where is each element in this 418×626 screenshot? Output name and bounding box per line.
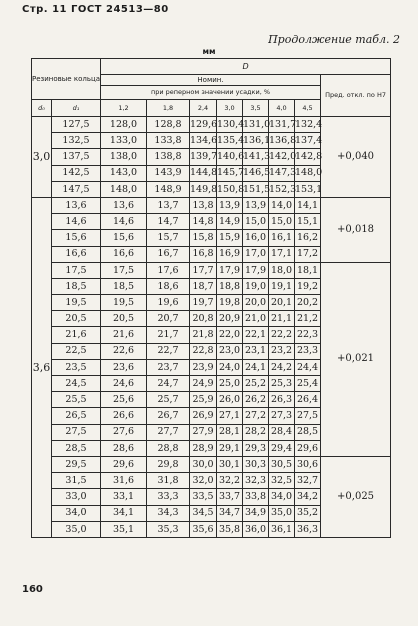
nominal-cell: 152,3 [269,181,295,197]
nominal-cell: 28,9 [190,440,217,456]
nominal-cell: 25,7 [147,392,190,408]
continuation-caption: Продолжение табл. 2 [268,33,400,46]
header-nominal: Номин. [101,75,321,86]
header-shrink-4: 3,5 [243,100,269,117]
d1-cell: 15,6 [52,230,101,246]
nominal-cell: 25,2 [243,376,269,392]
nominal-cell: 19,8 [217,295,243,311]
nominal-cell: 128,8 [147,117,190,133]
tolerance-cell: +0,021 [321,262,391,456]
nominal-cell: 139,7 [190,149,217,165]
nominal-cell: 26,3 [269,392,295,408]
header-shrink-2: 2,4 [190,100,217,117]
nominal-cell: 34,9 [243,505,269,521]
nominal-cell: 15,7 [147,230,190,246]
nominal-cell: 26,0 [217,392,243,408]
d1-cell: 22,5 [52,343,101,359]
d1-cell: 137,5 [52,149,101,165]
nominal-cell: 30,6 [295,456,321,472]
d1-cell: 24,5 [52,376,101,392]
nominal-cell: 27,7 [147,424,190,440]
nominal-cell: 18,6 [147,278,190,294]
d1-cell: 27,5 [52,424,101,440]
nominal-cell: 136,8 [269,133,295,149]
nominal-cell: 138,8 [147,149,190,165]
header-shrink-1: 1,8 [147,100,190,117]
header-shrink-0: 1,2 [101,100,147,117]
nominal-cell: 22,8 [190,343,217,359]
header-tolerance: Пред. откл. по Н7 [321,75,391,117]
nominal-cell: 18,7 [190,278,217,294]
nominal-cell: 147,3 [269,165,295,181]
nominal-cell: 17,7 [190,262,217,278]
nominal-cell: 143,0 [101,165,147,181]
nominal-cell: 18,5 [101,278,147,294]
nominal-cell: 28,4 [269,424,295,440]
nominal-cell: 26,7 [147,408,190,424]
nominal-cell: 34,2 [295,489,321,505]
nominal-cell: 17,6 [147,262,190,278]
nominal-cell: 14,8 [190,214,217,230]
nominal-cell: 33,5 [190,489,217,505]
nominal-cell: 21,2 [295,311,321,327]
nominal-cell: 21,8 [190,327,217,343]
nominal-cell: 24,6 [101,376,147,392]
d1-cell: 29,5 [52,456,101,472]
d1-cell: 26,5 [52,408,101,424]
header-shrink-5: 4,0 [269,100,295,117]
nominal-cell: 15,0 [243,214,269,230]
nominal-cell: 148,0 [101,181,147,197]
nominal-cell: 36,1 [269,521,295,537]
nominal-cell: 142,0 [269,149,295,165]
nominal-cell: 19,0 [243,278,269,294]
nominal-cell: 24,0 [217,359,243,375]
d1-cell: 142,5 [52,165,101,181]
page-reference: Стр. 11 ГОСТ 24513—80 [22,4,169,15]
nominal-cell: 28,5 [295,424,321,440]
nominal-cell: 21,0 [243,311,269,327]
d1-cell: 18,5 [52,278,101,294]
nominal-cell: 25,6 [101,392,147,408]
nominal-cell: 21,1 [269,311,295,327]
nominal-cell: 26,9 [190,408,217,424]
nominal-cell: 14,1 [295,197,321,213]
nominal-cell: 34,5 [190,505,217,521]
tolerance-cell: +0,018 [321,197,391,262]
nominal-cell: 22,0 [217,327,243,343]
nominal-cell: 34,0 [269,489,295,505]
nominal-cell: 29,8 [147,456,190,472]
nominal-cell: 33,1 [101,489,147,505]
nominal-cell: 21,7 [147,327,190,343]
nominal-cell: 150,8 [217,181,243,197]
nominal-cell: 28,8 [147,440,190,456]
nominal-cell: 143,9 [147,165,190,181]
nominal-cell: 26,2 [243,392,269,408]
d1-cell: 132,5 [52,133,101,149]
nominal-cell: 22,6 [101,343,147,359]
nominal-cell: 13,8 [190,197,217,213]
header-shrinkage: при реперном значении усадки, % [101,86,321,100]
nominal-cell: 19,2 [295,278,321,294]
header-d1: d₁ [52,100,101,117]
nominal-cell: 24,1 [243,359,269,375]
nominal-cell: 16,2 [295,230,321,246]
nominal-cell: 132,4 [295,117,321,133]
table-row [32,456,391,472]
header-d0: d₀ [32,100,52,117]
nominal-cell: 35,8 [217,521,243,537]
nominal-cell: 35,6 [190,521,217,537]
dimensions-table [31,58,391,538]
nominal-cell: 18,0 [269,262,295,278]
header-d: D [101,59,391,75]
nominal-cell: 23,9 [190,359,217,375]
nominal-cell: 25,0 [217,376,243,392]
nominal-cell: 29,3 [243,440,269,456]
nominal-cell: 20,7 [147,311,190,327]
nominal-cell: 36,0 [243,521,269,537]
nominal-cell: 148,9 [147,181,190,197]
nominal-cell: 20,1 [269,295,295,311]
nominal-cell: 20,8 [190,311,217,327]
nominal-cell: 23,2 [269,343,295,359]
d1-cell: 20,5 [52,311,101,327]
nominal-cell: 19,5 [101,295,147,311]
nominal-cell: 29,4 [269,440,295,456]
nominal-cell: 149,8 [190,181,217,197]
nominal-cell: 22,7 [147,343,190,359]
nominal-cell: 30,3 [243,456,269,472]
nominal-cell: 34,1 [101,505,147,521]
nominal-cell: 20,5 [101,311,147,327]
nominal-cell: 16,0 [243,230,269,246]
nominal-cell: 24,4 [295,359,321,375]
table-row [32,197,391,213]
nominal-cell: 33,8 [243,489,269,505]
header-rubber-rings: Резиновые кольца [32,59,101,100]
table-row [32,262,391,278]
nominal-cell: 25,3 [269,376,295,392]
nominal-cell: 27,2 [243,408,269,424]
nominal-cell: 27,9 [190,424,217,440]
nominal-cell: 23,7 [147,359,190,375]
nominal-cell: 13,7 [147,197,190,213]
nominal-cell: 15,8 [190,230,217,246]
d1-cell: 33,0 [52,489,101,505]
nominal-cell: 134,6 [190,133,217,149]
nominal-cell: 25,4 [295,376,321,392]
nominal-cell: 23,1 [243,343,269,359]
nominal-cell: 35,1 [101,521,147,537]
nominal-cell: 28,1 [217,424,243,440]
d1-cell: 34,0 [52,505,101,521]
nominal-cell: 29,1 [217,440,243,456]
d0-cell: 3,0 [32,117,52,198]
nominal-cell: 22,1 [243,327,269,343]
nominal-cell: 131,7 [269,117,295,133]
nominal-cell: 18,8 [217,278,243,294]
nominal-cell: 28,2 [243,424,269,440]
tolerance-cell: +0,040 [321,117,391,198]
nominal-cell: 16,7 [147,246,190,262]
nominal-cell: 16,1 [269,230,295,246]
nominal-cell: 15,0 [269,214,295,230]
nominal-cell: 24,9 [190,376,217,392]
nominal-cell: 130,4 [217,117,243,133]
nominal-cell: 144,8 [190,165,217,181]
nominal-cell: 16,9 [217,246,243,262]
header-shrink-3: 3,0 [217,100,243,117]
nominal-cell: 24,7 [147,376,190,392]
nominal-cell: 32,5 [269,473,295,489]
nominal-cell: 13,9 [217,197,243,213]
nominal-cell: 153,1 [295,181,321,197]
d1-cell: 25,5 [52,392,101,408]
nominal-cell: 15,6 [101,230,147,246]
nominal-cell: 128,0 [101,117,147,133]
nominal-cell: 25,9 [190,392,217,408]
nominal-cell: 141,3 [243,149,269,165]
nominal-cell: 26,6 [101,408,147,424]
nominal-cell: 17,5 [101,262,147,278]
nominal-cell: 30,5 [269,456,295,472]
nominal-cell: 145,7 [217,165,243,181]
d1-cell: 127,5 [52,117,101,133]
d1-cell: 17,5 [52,262,101,278]
nominal-cell: 23,0 [217,343,243,359]
nominal-cell: 19,6 [147,295,190,311]
nominal-cell: 137,4 [295,133,321,149]
nominal-cell: 146,5 [243,165,269,181]
nominal-cell: 35,0 [269,505,295,521]
nominal-cell: 135,4 [217,133,243,149]
nominal-cell: 32,7 [295,473,321,489]
nominal-cell: 20,2 [295,295,321,311]
page-number: 160 [22,584,43,595]
nominal-cell: 131,0 [243,117,269,133]
d1-cell: 14,6 [52,214,101,230]
nominal-cell: 22,2 [269,327,295,343]
nominal-cell: 18,1 [295,262,321,278]
nominal-cell: 20,0 [243,295,269,311]
nominal-cell: 29,6 [101,456,147,472]
nominal-cell: 35,2 [295,505,321,521]
nominal-cell: 27,3 [269,408,295,424]
d1-cell: 13,6 [52,197,101,213]
nominal-cell: 29,6 [295,440,321,456]
nominal-cell: 14,6 [101,214,147,230]
nominal-cell: 15,9 [217,230,243,246]
d1-cell: 23,5 [52,359,101,375]
nominal-cell: 28,6 [101,440,147,456]
nominal-cell: 34,7 [217,505,243,521]
nominal-cell: 36,3 [295,521,321,537]
d0-cell: 3,6 [32,197,52,537]
nominal-cell: 23,3 [295,343,321,359]
nominal-cell: 35,3 [147,521,190,537]
nominal-cell: 27,6 [101,424,147,440]
nominal-cell: 30,0 [190,456,217,472]
nominal-cell: 133,0 [101,133,147,149]
nominal-cell: 16,6 [101,246,147,262]
nominal-cell: 138,0 [101,149,147,165]
nominal-cell: 20,9 [217,311,243,327]
nominal-cell: 13,6 [101,197,147,213]
nominal-cell: 16,8 [190,246,217,262]
d1-cell: 21,6 [52,327,101,343]
nominal-cell: 30,1 [217,456,243,472]
nominal-cell: 24,2 [269,359,295,375]
nominal-cell: 151,5 [243,181,269,197]
header-shrink-6: 4,5 [295,100,321,117]
nominal-cell: 21,6 [101,327,147,343]
nominal-cell: 17,9 [243,262,269,278]
nominal-cell: 14,7 [147,214,190,230]
nominal-cell: 148,0 [295,165,321,181]
nominal-cell: 32,3 [243,473,269,489]
nominal-cell: 19,1 [269,278,295,294]
nominal-cell: 17,0 [243,246,269,262]
nominal-cell: 22,3 [295,327,321,343]
nominal-cell: 13,9 [243,197,269,213]
nominal-cell: 27,1 [217,408,243,424]
nominal-cell: 136,1 [243,133,269,149]
nominal-cell: 129,6 [190,117,217,133]
nominal-cell: 14,0 [269,197,295,213]
nominal-cell: 17,1 [269,246,295,262]
table-row [32,117,391,133]
nominal-cell: 17,2 [295,246,321,262]
nominal-cell: 33,3 [147,489,190,505]
tolerance-cell: +0,025 [321,456,391,537]
nominal-cell: 31,8 [147,473,190,489]
nominal-cell: 32,2 [217,473,243,489]
nominal-cell: 19,7 [190,295,217,311]
nominal-cell: 142,8 [295,149,321,165]
nominal-cell: 23,6 [101,359,147,375]
nominal-cell: 140,6 [217,149,243,165]
nominal-cell: 34,3 [147,505,190,521]
nominal-cell: 15,1 [295,214,321,230]
nominal-cell: 32,0 [190,473,217,489]
d1-cell: 35,0 [52,521,101,537]
d1-cell: 147,5 [52,181,101,197]
d1-cell: 31,5 [52,473,101,489]
d1-cell: 28,5 [52,440,101,456]
d1-cell: 16,6 [52,246,101,262]
nominal-cell: 33,7 [217,489,243,505]
nominal-cell: 27,5 [295,408,321,424]
nominal-cell: 26,4 [295,392,321,408]
nominal-cell: 133,8 [147,133,190,149]
nominal-cell: 14,9 [217,214,243,230]
nominal-cell: 31,6 [101,473,147,489]
unit-label: мм [202,47,216,56]
nominal-cell: 17,9 [217,262,243,278]
d1-cell: 19,5 [52,295,101,311]
